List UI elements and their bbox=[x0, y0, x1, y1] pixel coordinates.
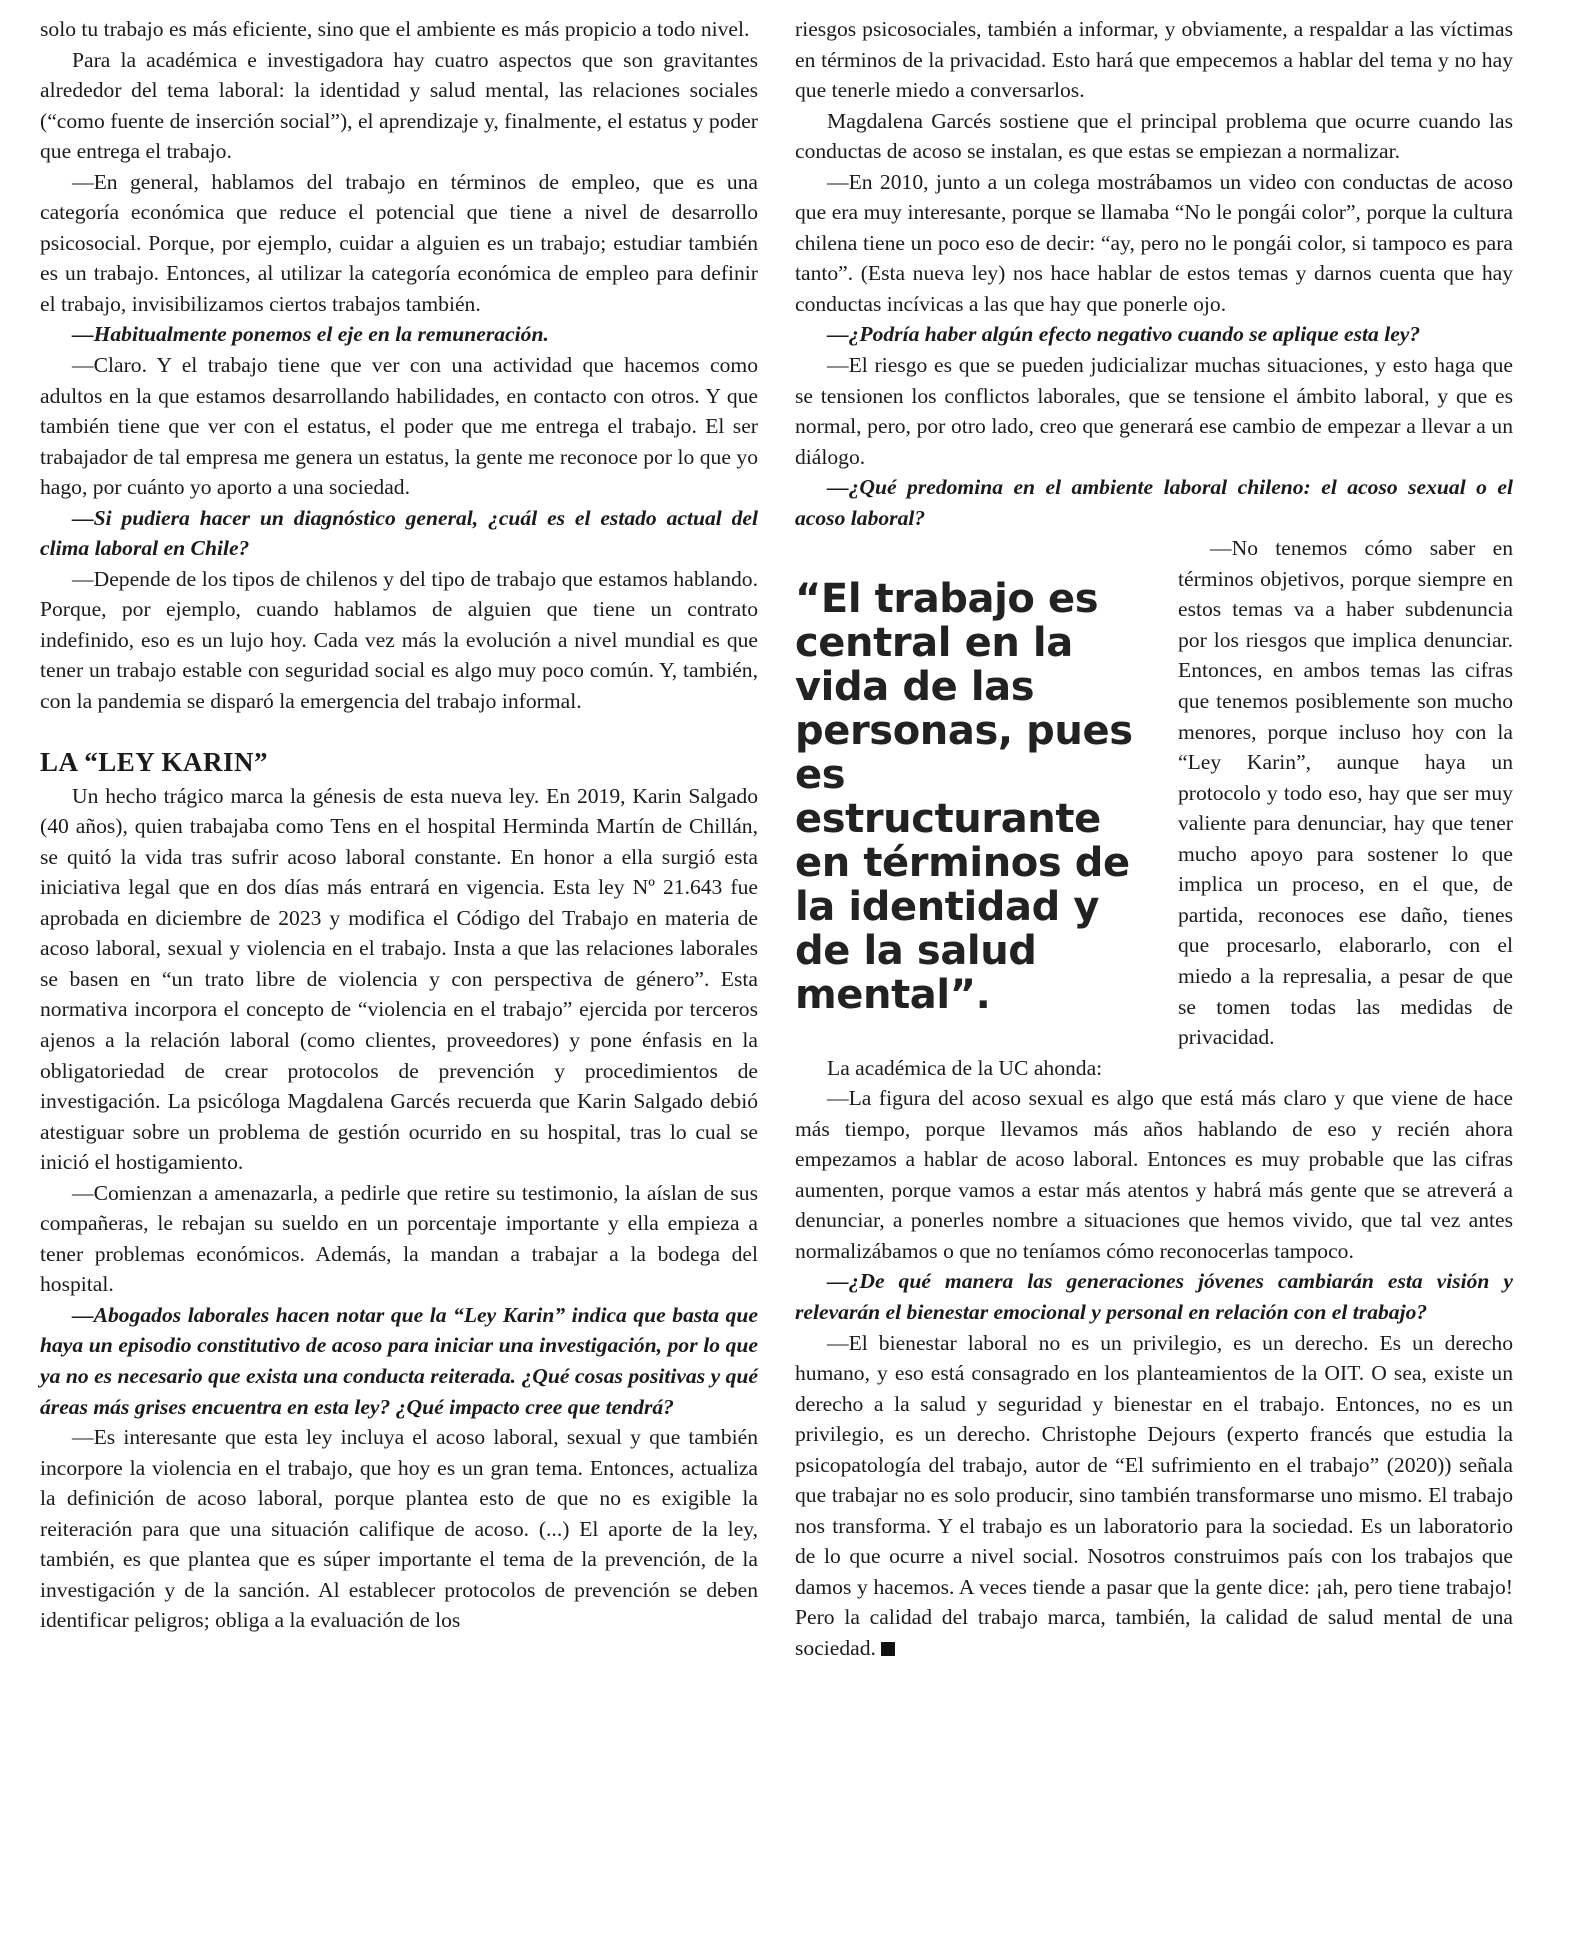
interview-question: —Habitualmente ponemos el eje en la remuneración. bbox=[72, 322, 549, 347]
answer-paragraph: —En general, hablamos del trabajo en términos de empleo, que es una categoría económica que reduce el potencial que tiene a nivel de desarrollo psicosocial. Porque, por ejemplo, cuidar a alguien es un trabajo; estudiar también es un trabajo. Entonces, al utilizar la categoría económica de empleo para definir el trabajo, invisibilizamos ciertos trabajos también. bbox=[40, 169, 758, 316]
answer-paragraph: —Comienzan a amenazarla, a pedirle que retire su testimonio, la aíslan de sus compañeras, le rebajan su sueldo en un porcentaje importante y ella empieza a tener problemas económicos. Además, la mandan a trabajar a la bodega del hospital. bbox=[40, 1180, 758, 1297]
right-column bbox=[795, 14, 1513, 1664]
paragraph: solo tu trabajo es más eficiente, sino que el ambiente es más propicio a todo nivel. bbox=[40, 17, 750, 41]
pullquote-wrap bbox=[795, 533, 1513, 1266]
closing-paragraph bbox=[795, 1328, 1513, 1664]
left-column bbox=[40, 14, 758, 1636]
paragraph: Para la académica e investigadora hay cuatro aspectos que son gravitantes alrededor del tema laboral: la identidad y salud mental, las relaciones sociales (“como fuente de inserción social”), el aprendizaje y, finalmente, el estatus y poder que entrega el trabajo. bbox=[40, 47, 758, 164]
paragraph: Un hecho trágico marca la génesis de esta nueva ley. En 2019, Karin Salgado (40 años), quien trabajaba como Tens en el hospital Herminda Martín de Chillán, se quitó la vida tras sufrir acoso laboral constante. En honor a ella surgió esta iniciativa legal que en dos días más entrará en vigencia. Esta ley Nº 21.643 fue aprobada en diciembre de 2023 y modifica el Código del Trabajo en materia de acoso laboral, sexual y violencia en el trabajo. Insta a que las relaciones laborales se basen en “un trato libre de violencia y con perspectiva de género”. Esta normativa incorpora el concepto de “violencia en el trabajo” ejercida por terceros ajenos a la relación laboral (como clientes, proveedores) y pone énfasis en la obligatoriedad de crear protocolos de prevención y procedimientos de investigación. La psicóloga Magdalena Garcés recuerda que Karin Salgado debió atestiguar sobre un problema de gestión ocurrido en su hospital, tras lo cual se inició el hostigamiento. bbox=[40, 783, 758, 1175]
interview-question: —Abogados laborales hacen notar que la “Ley Karin” indica que basta que haya un episodio constitutivo de acoso para iniciar una investigación, por lo que ya no es necesario que exista una conducta reiterada. ¿Qué cosas positivas y qué áreas más grises encuentra en esta ley? ¿Qué impacto cree que tendrá? bbox=[40, 1302, 758, 1419]
answer-paragraph: —Es interesante que esta ley incluya el acoso laboral, sexual y que también incorpore la violencia en el trabajo, que hoy es un gran tema. Entonces, actualiza la definición de acoso laboral, porque plantea esto de que no es exigible la reiteración para que una situación califique de acoso. (...) El aporte de la ley, también, es que plantea que es súper importante el tema de la prevención, de la investigación y de la sanción. Al establecer protocolos de prevención se deben identificar peligros; obliga a la evaluación de los bbox=[40, 1425, 758, 1633]
answer-paragraph: —En 2010, junto a un colega mostrábamos un video con conductas de acoso que era muy interesante, porque se llamaba “No le pongái color”, porque la cultura chilena tiene un poco eso de decir: “ay, pero no le pongái color, si tampoco es para tanto”. (Esta nueva ley) nos hace hablar de estos temas y darnos cuenta que hay conductas incívicas a las que hay que ponerle ojo. bbox=[795, 169, 1513, 316]
section-heading: LA “LEY KARIN” bbox=[40, 746, 269, 777]
answer-text: —El bienestar laboral no es un privilegio, es un derecho. Es un derecho humano, y eso está consagrado en los planteamientos de la OIT. O sea, existe un derecho a la salud y seguridad y bienestar en el trabajo. Entonces, no es un privilegio, es un derecho. Christophe Dejours (experto francés que estudia la psicopatología del trabajo, autor de “El sufrimiento en el trabajo” (2020)) señala que trabajar no es solo producir, sino también transformarse uno mismo. El trabajo nos transforma. Y el trabajo es un laboratorio para la sociedad. Es un laboratorio de lo que ocurre a nivel social. Nosotros construimos país con los trabajos que damos y hacemos. A veces tiende a pasar que la gente dice: ¡ah, pero tiene trabajo! Pero la calidad del trabajo marca, también, la calidad de salud mental de una sociedad. bbox=[795, 1330, 1513, 1660]
answer-paragraph: —La figura del acoso sexual es algo que está más claro y que viene de hace más tiempo, porque llevamos más años hablando de eso y recién ahora empezamos a hablar de acoso laboral. Entonces es muy probable que las cifras aumenten, porque vamos a estar más atentos y habrá más gente que se atreverá a denunciar, a ponerles nombre a situaciones que hemos vivido, que tal vez antes normalizábamos o que no teníamos cómo reconocerlas tampoco. bbox=[795, 1086, 1513, 1263]
answer-paragraph: —Depende de los tipos de chilenos y del tipo de trabajo que estamos hablando. Porque, por ejemplo, cuando hablamos de alguien que tiene un contrato indefinido, eso es un lujo hoy. Cada vez más la evolución a nivel mundial es que tener un trabajo estable con seguridad social es algo muy poco común. Y, también, con la pandemia se disparó la emergencia del trabajo informal. bbox=[40, 566, 758, 714]
answer-paragraph: —No tenemos cómo saber en términos objetivos, porque siempre en estos temas va a haber subdenuncia por los riesgos que implica denunciar. Entonces, en ambos temas las cifras que tenemos posiblemente son mucho menores, porque incluso hoy con la “Ley Karin”, aunque haya un protocolo y todo eso, hay que ser muy valiente para denunciar, hay que tener mucho apoyo para sostener lo que implica un proceso, en el que, de partida, reconoces ese daño, tienes que procesarlo, elaborarlo, con el miedo a la represalia, a pesar de que se tomen todas las medidas de privacidad. bbox=[1178, 536, 1513, 1050]
paragraph: La académica de la UC ahonda: bbox=[827, 1055, 1103, 1080]
interview-question: —¿De qué manera las generaciones jóvenes cambiarán esta visión y relevarán el bienestar emocional y personal en relación con el trabajo? bbox=[795, 1269, 1513, 1324]
interview-question: —¿Podría haber algún efecto negativo cuando se aplique esta ley? bbox=[827, 322, 1421, 347]
end-mark-icon bbox=[881, 1642, 895, 1656]
paragraph: riesgos psicosociales, también a informar, y obviamente, a respaldar a las víctimas en términos de la privacidad. Esto hará que empecemos a hablar del tema y no hay que tenerle miedo a conversarlos. bbox=[795, 17, 1513, 103]
answer-paragraph: —Claro. Y el trabajo tiene que ver con una actividad que hacemos como adultos en la que estamos desarrollando habilidades, en contacto con otros. Y que también tiene que ver con el estatus, el poder que me entrega el trabajo. El ser trabajador de tal empresa me genera un estatus, la gente me reconoce por lo que yo hago, por cuánto yo aporto a una sociedad. bbox=[40, 353, 758, 500]
interview-question: —Si pudiera hacer un diagnóstico general, ¿cuál es el estado actual del clima laboral en Chile? bbox=[40, 505, 758, 561]
interview-question: —¿Qué predomina en el ambiente laboral chileno: el acoso sexual o el acoso laboral? bbox=[795, 475, 1513, 530]
answer-paragraph: —El riesgo es que se pueden judicializar muchas situaciones, y esto haga que se tensionen los conflictos laborales, que se tensione el ámbito laboral, y que es normal, pero, por otro lado, creo que generará ese cambio de empezar a llevar a un diálogo. bbox=[795, 353, 1513, 469]
pull-quote: “El trabajo es central en la vida de las personas, pues es estructurante en términos de la identidad y de la salud mental”. bbox=[795, 576, 1133, 1019]
paragraph: Magdalena Garcés sostiene que el principal problema que ocurre cuando las conductas de acoso se instalan, es que estas se empiezan a normalizar. bbox=[795, 108, 1513, 164]
